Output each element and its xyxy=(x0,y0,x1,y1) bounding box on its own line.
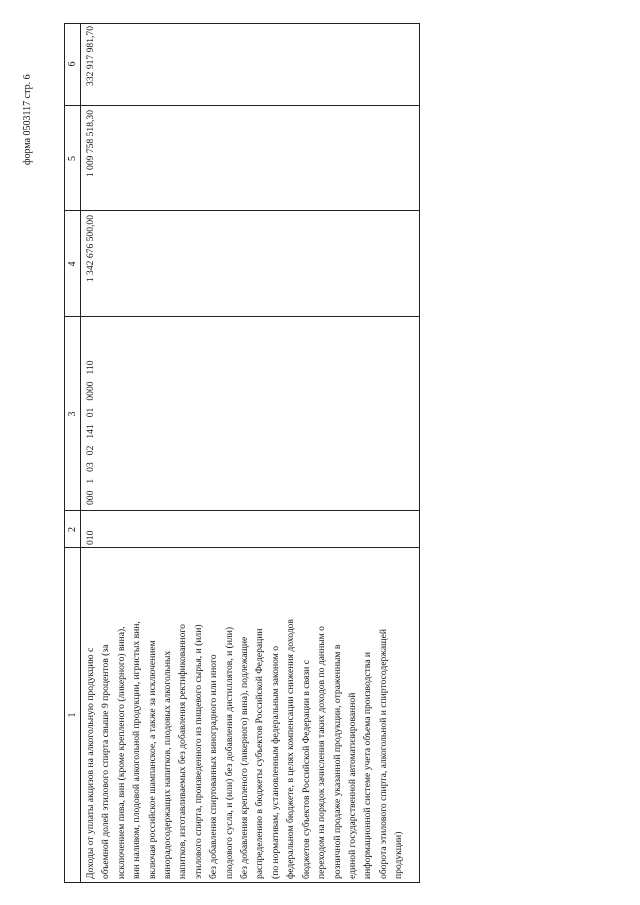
description-line: без добавления крепленого (ликерного) вина), подлежащие xyxy=(239,636,251,879)
form-label: форма 0503117 стр. 6 xyxy=(22,74,33,165)
executed-amount: 1 009 758 518,30 xyxy=(85,110,96,178)
description-line: распределению в бюджеты субъектов Российской Федерации xyxy=(254,628,266,879)
kbk-part: 02 xyxy=(85,445,96,456)
header-col-3: 3 xyxy=(67,411,78,417)
description-line: переходом на порядок зачисления таких доходов по данным о xyxy=(316,626,328,879)
description-line: (по нормативам, установленным федеральным законом о xyxy=(269,645,281,879)
line-code: 010 xyxy=(85,530,96,545)
description-line: винорадосодержащих напитков, плодовых алкогольных xyxy=(162,650,174,879)
description-line: информационной системе учета объема производства и xyxy=(362,651,374,879)
kbk-part: 1 xyxy=(85,478,96,484)
description-line: продукции) xyxy=(393,831,405,879)
kbk-part: 000 xyxy=(85,490,96,505)
kbk-part: 141 xyxy=(85,424,96,439)
report-table xyxy=(64,23,420,883)
description-line: плодового сусла, и (или) без добавления дистиллятов, и (или) xyxy=(223,626,235,879)
kbk-part: 03 xyxy=(85,462,96,472)
row-description xyxy=(81,548,419,882)
description-line: федеральном бюджете, в целях компенсации снижения доходов xyxy=(285,619,297,879)
kbk-part: 0000 xyxy=(85,381,96,401)
description-line: без добавления спиртованных виноградного или иного xyxy=(208,654,220,879)
description-line: вин наливом, плодовой алкогольной продукции, игристых вин, xyxy=(131,621,143,879)
description-line: розничной продаже указанной продукции, отраженным в xyxy=(331,644,343,879)
description-line: исключением пива, вин (кроме крепленого (ликерного) вина), xyxy=(115,626,127,879)
description-line: объемной долей этилового спирта свыше 9 процентов (за xyxy=(100,644,112,879)
description-line: этилового спирта, произведенного из пищевого сырья, и (или) xyxy=(192,624,204,879)
description-line: оборота этилового спирта, алкогольной и спиртосодержащей xyxy=(377,629,389,879)
description-line: бюджетов субъектов Российской Федерации в связи с xyxy=(300,660,312,879)
header-col-5: 5 xyxy=(67,156,78,161)
header-col-4: 4 xyxy=(67,261,78,267)
description-line: Доходы от уплаты акцизов на алкогольную продукцию с xyxy=(85,647,96,879)
header-col-1: 1 xyxy=(67,712,78,718)
approved-amount: 1 342 676 500,00 xyxy=(85,215,96,283)
kbk-part: 01 xyxy=(85,407,96,418)
budget-classification-code xyxy=(81,317,419,511)
kbk-part: 110 xyxy=(85,360,96,375)
header-col-6: 6 xyxy=(67,61,78,67)
description-line: единой государственной автоматизированной xyxy=(346,692,358,879)
description-line: включая российское шампанское, а также за исключением xyxy=(146,640,158,879)
description-line: напитков, изготавливаемых без добавления ректификованного xyxy=(177,624,189,879)
unexecuted-amount: 332 917 981,70 xyxy=(85,26,96,86)
header-col-2: 2 xyxy=(67,527,78,532)
